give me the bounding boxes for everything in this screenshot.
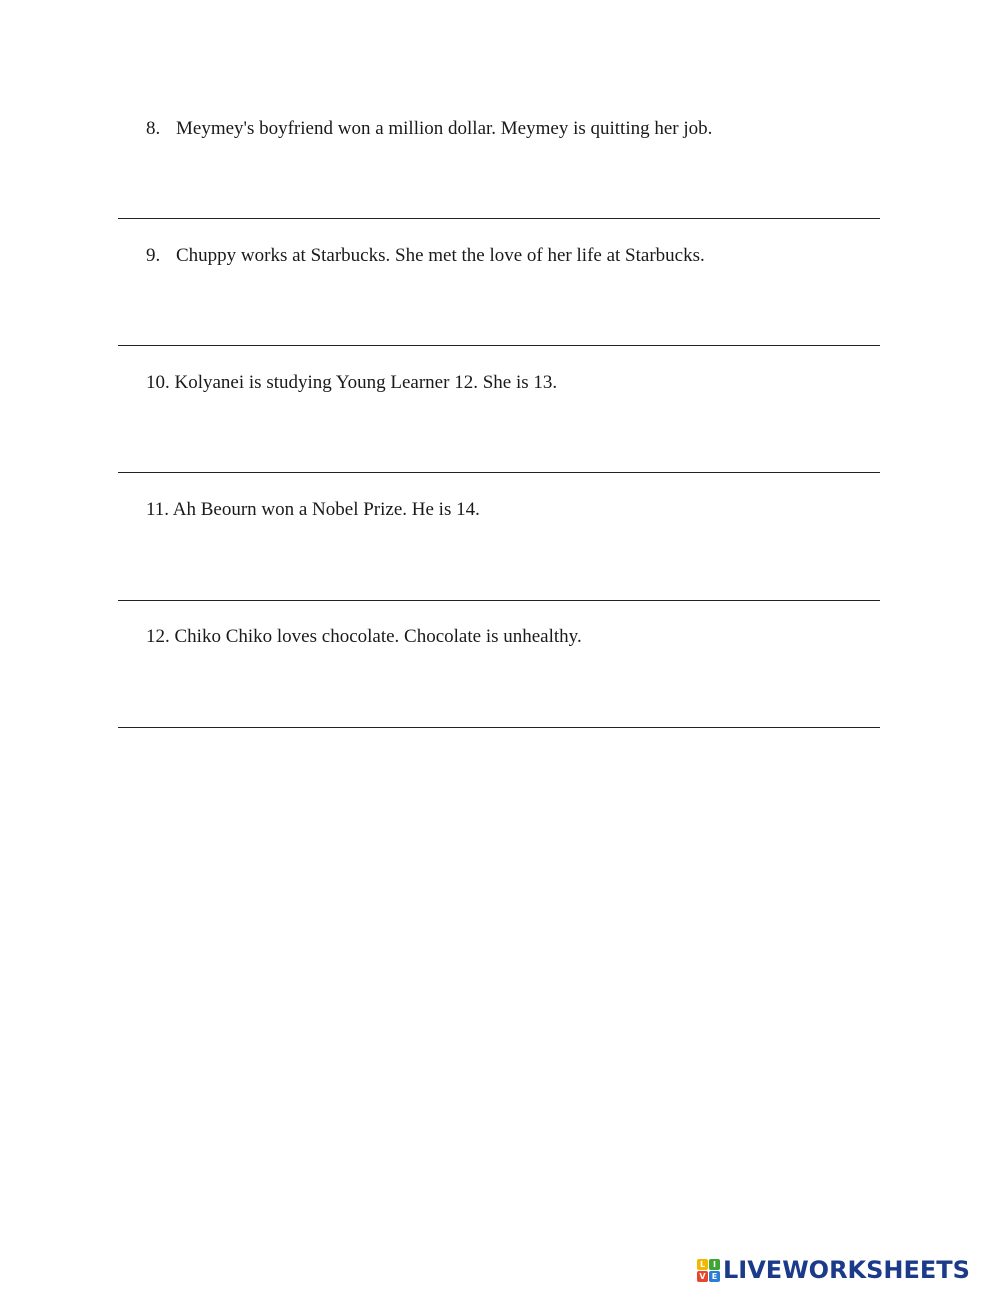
answer-line-9[interactable] xyxy=(118,345,880,346)
question-text: Ah Beourn won a Nobel Prize. He is 14. xyxy=(172,499,480,520)
answer-line-10[interactable] xyxy=(118,472,880,473)
question-9 xyxy=(146,244,705,268)
question-text: Chiko Chiko loves chocolate. Chocolate is unhealthy. xyxy=(174,626,582,647)
liveworksheets-logo xyxy=(697,1256,970,1284)
question-number: 11. xyxy=(146,499,170,520)
question-11 xyxy=(146,498,480,522)
liveworksheets-grid-icon xyxy=(697,1259,720,1282)
question-8 xyxy=(146,117,712,141)
question-number: 8. xyxy=(146,118,161,139)
logo-tile: V xyxy=(697,1271,708,1282)
question-12 xyxy=(146,625,582,649)
answer-line-12[interactable] xyxy=(118,727,880,728)
logo-text: LIVEWORKSHEETS xyxy=(723,1256,970,1284)
logo-tile: L xyxy=(697,1259,708,1270)
question-text: Chuppy works at Starbucks. She met the love of her life at Starbucks. xyxy=(176,245,705,266)
answer-line-11[interactable] xyxy=(118,600,880,601)
question-number: 12. xyxy=(146,626,170,647)
question-text: Meymey's boyfriend won a million dollar. Meymey is quitting her job. xyxy=(176,118,713,139)
question-10 xyxy=(146,371,557,395)
question-number: 10. xyxy=(146,372,170,393)
answer-line-8[interactable] xyxy=(118,218,880,219)
question-number: 9. xyxy=(146,245,161,266)
question-text: Kolyanei is studying Young Learner 12. She is 13. xyxy=(174,372,558,393)
logo-tile: I xyxy=(709,1259,720,1270)
logo-tile: E xyxy=(709,1271,720,1282)
